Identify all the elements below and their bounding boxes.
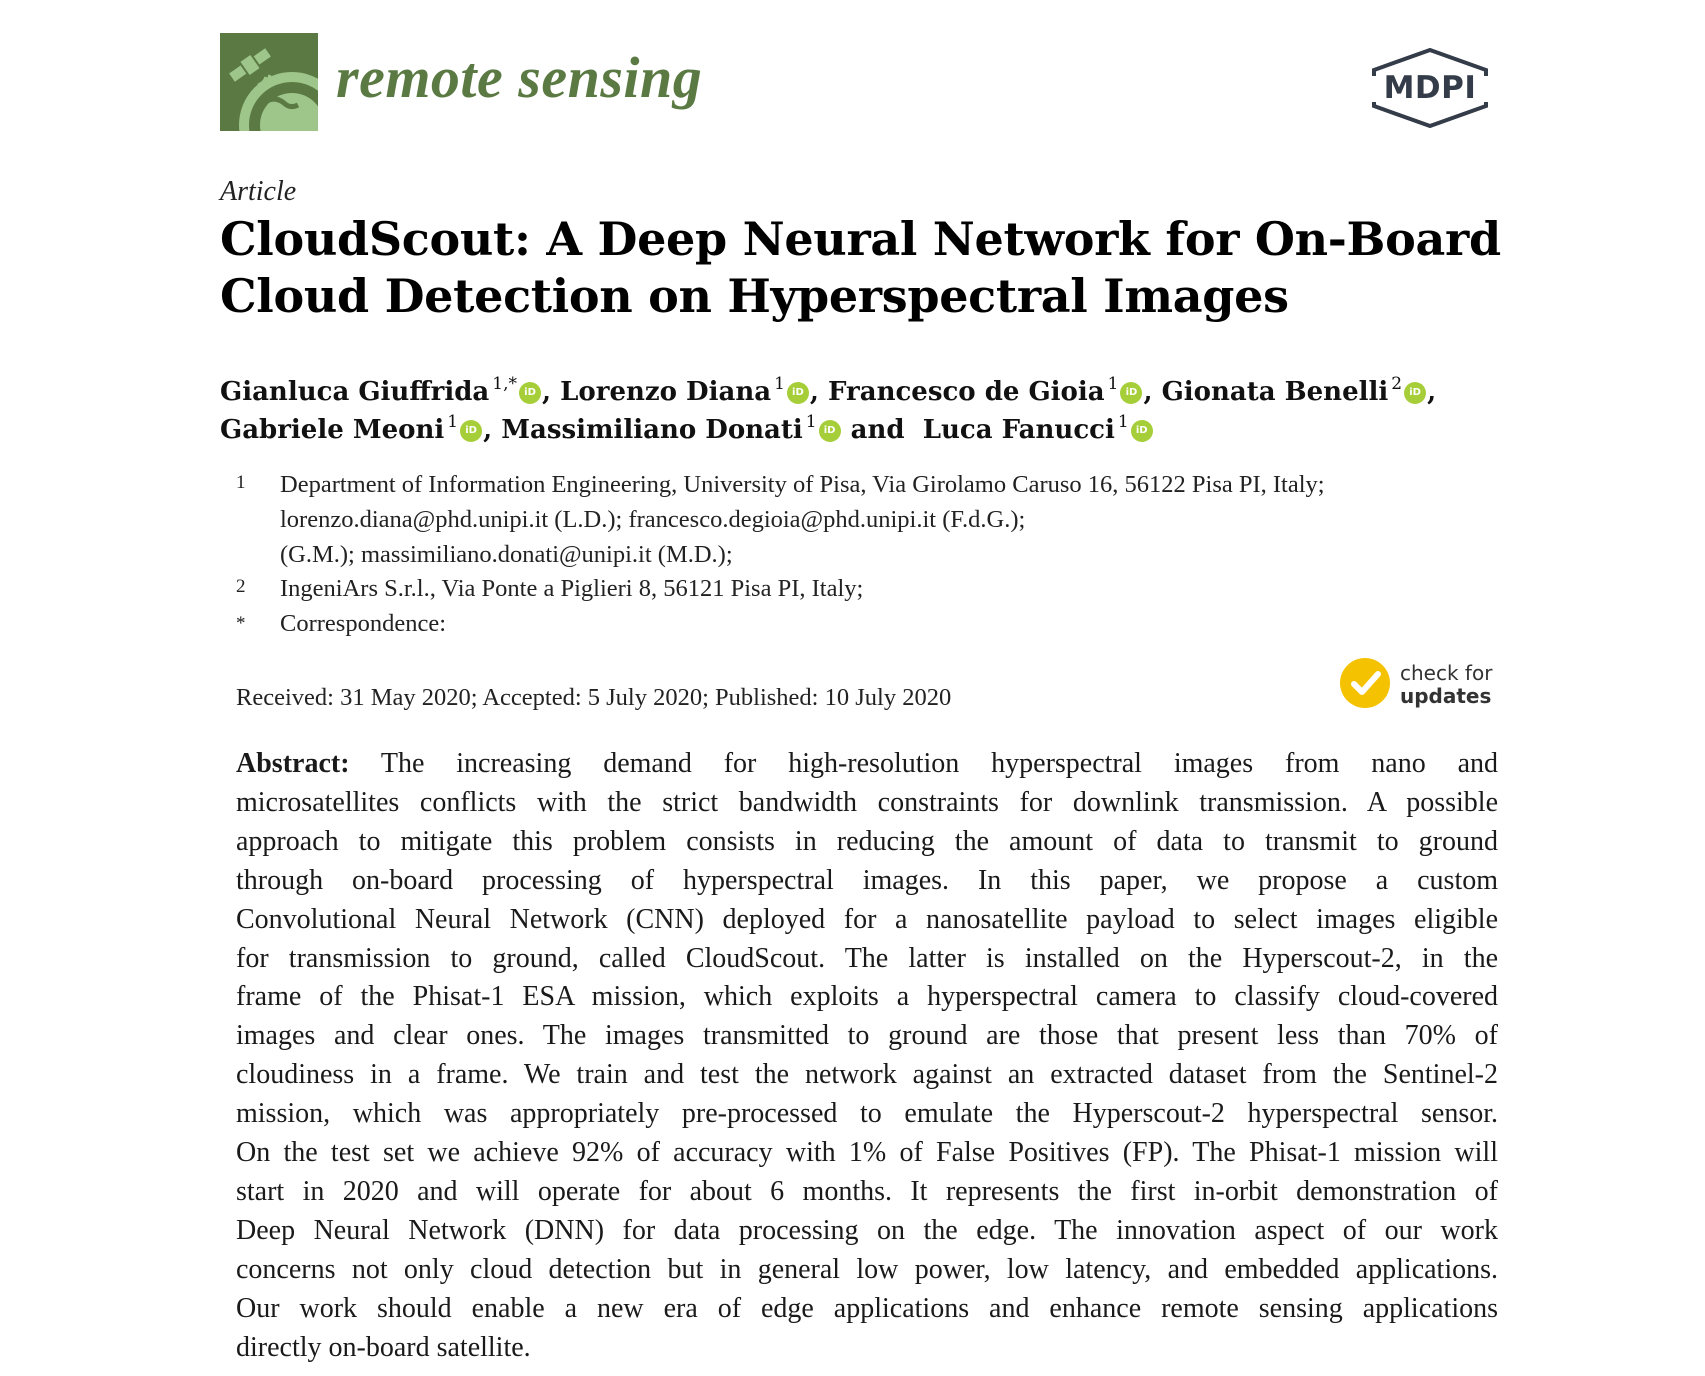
abstract-line: On the test set we achieve 92% of accuracy with 1% of False Positives (FP). The Phisat-1 mission will (236, 1137, 1498, 1169)
abstract-line: images and clear ones. The images transmitted to ground are those that present less than 70% of (236, 1020, 1498, 1052)
affiliation-emails[interactable]: (G.M.); massimiliano.donati@unipi.it (M.D.); (280, 541, 733, 568)
author-line-1 (220, 374, 1436, 407)
mdpi-logo (1368, 48, 1492, 128)
affiliation-text: Department of Information Engineering, University of Pisa, Via Girolamo Caruso 16, 56122 Pisa PI, Italy; (280, 471, 1325, 498)
author-affiliation: 1 (1117, 412, 1129, 432)
author-affiliation: 1 (805, 412, 817, 432)
author-name[interactable]: Francesco de Gioia (828, 377, 1105, 407)
abstract-line: concerns not only cloud detection but in general low power, low latency, and embedded applications. (236, 1253, 1498, 1285)
orcid-icon[interactable]: iD (1404, 382, 1426, 404)
journal-logo (220, 33, 318, 131)
author-name[interactable]: Lorenzo Diana (560, 377, 772, 407)
author-separator: , (809, 377, 829, 407)
checkmark-icon (1340, 658, 1390, 708)
satellite-globe-icon (220, 33, 318, 131)
check-updates-label-bold: updates (1400, 684, 1492, 708)
correspondence-text: Correspondence: (280, 610, 446, 637)
orcid-icon[interactable]: iD (460, 420, 482, 442)
affiliation-mark: 1 (236, 472, 246, 493)
author-line-2 (220, 412, 1154, 445)
abstract-label: Abstract: (236, 748, 350, 779)
author-separator: , (542, 377, 561, 407)
orcid-icon[interactable]: iD (519, 382, 541, 404)
abstract-line (236, 745, 1498, 784)
author-name[interactable]: Gabriele Meoni (220, 415, 445, 445)
title-line-1: CloudScout: A Deep Neural Network for On-Board (220, 212, 1501, 266)
affiliation-text: IngeniArs S.r.l., Via Ponte a Piglieri 8, 56121 Pisa PI, Italy; (280, 575, 864, 602)
abstract-line: Convolutional Neural Network (CNN) deployed for a nanosatellite payload to select images eligible (236, 903, 1498, 935)
author-name[interactable]: Gionata Benelli (1161, 377, 1389, 407)
abstract-line: directly on-board satellite. (236, 1331, 531, 1363)
author-separator: , (483, 415, 502, 445)
check-updates-icon (1340, 658, 1390, 708)
author-separator: and (841, 415, 914, 445)
orcid-icon[interactable]: iD (819, 420, 841, 442)
abstract-text: The increasing demand for high-resolution hyperspectral images from nano and (349, 748, 1498, 779)
author-separator: , (1143, 377, 1162, 407)
correspondence-mark: * (236, 613, 246, 634)
affiliation-mark: 2 (236, 576, 246, 597)
abstract-line: through on-board processing of hyperspectral images. In this paper, we propose a custom (236, 864, 1498, 896)
abstract-line: microsatellites conflicts with the strict bandwidth constraints for downlink transmission. A possible (236, 786, 1498, 818)
author-affiliation: 1,* (492, 374, 518, 394)
abstract-line: approach to mitigate this problem consists in reducing the amount of data to transmit to ground (236, 825, 1498, 857)
abstract-line: Deep Neural Network (DNN) for data processing on the edge. The innovation aspect of our work (236, 1214, 1498, 1246)
title-line-2: Cloud Detection on Hyperspectral Images (220, 269, 1289, 323)
author-affiliation: 1 (447, 412, 459, 432)
orcid-icon[interactable]: iD (787, 382, 809, 404)
abstract-line: Our work should enable a new era of edge applications and enhance remote sensing applications (236, 1292, 1498, 1324)
author-affiliation: 1 (1107, 374, 1119, 394)
journal-name: remote sensing (336, 45, 703, 110)
author-name[interactable]: Gianluca Giuffrida (220, 377, 490, 407)
orcid-icon[interactable]: iD (1120, 382, 1142, 404)
mdpi-wordmark: MDPI (1383, 70, 1477, 106)
orcid-icon[interactable]: iD (1131, 420, 1153, 442)
author-affiliation: 1 (774, 374, 785, 394)
abstract-line: for transmission to ground, called CloudScout. The latter is installed on the Hyperscout-2, in the (236, 942, 1498, 974)
author-affiliation: 2 (1391, 374, 1403, 394)
check-for-updates-button[interactable] (1340, 658, 1500, 710)
author-name[interactable]: Massimiliano Donati (501, 415, 803, 445)
abstract-line: mission, which was appropriately pre-processed to emulate the Hyperscout-2 hyperspectral sensor. (236, 1098, 1498, 1130)
abstract-line: cloudiness in a frame. We train and test the network against an extracted dataset from the Sentinel-2 (236, 1059, 1498, 1091)
publication-dates: Received: 31 May 2020; Accepted: 5 July 2020; Published: 10 July 2020 (236, 684, 952, 711)
paper-title (220, 211, 1520, 325)
article-type: Article (220, 176, 297, 207)
affiliation-emails[interactable]: lorenzo.diana@phd.unipi.it (L.D.); francesco.degioia@phd.unipi.it (F.d.G.); (280, 506, 1026, 533)
abstract-line: start in 2020 and will operate for about 6 months. It represents the first in-orbit demonstration of (236, 1175, 1498, 1207)
author-name[interactable]: Luca Fanucci (922, 415, 1115, 445)
author-separator: , (1427, 377, 1437, 407)
check-updates-label: check for (1400, 661, 1493, 685)
abstract (236, 745, 1498, 1368)
abstract-line: frame of the Phisat-1 ESA mission, which exploits a hyperspectral camera to classify cloud-covered (236, 981, 1498, 1013)
